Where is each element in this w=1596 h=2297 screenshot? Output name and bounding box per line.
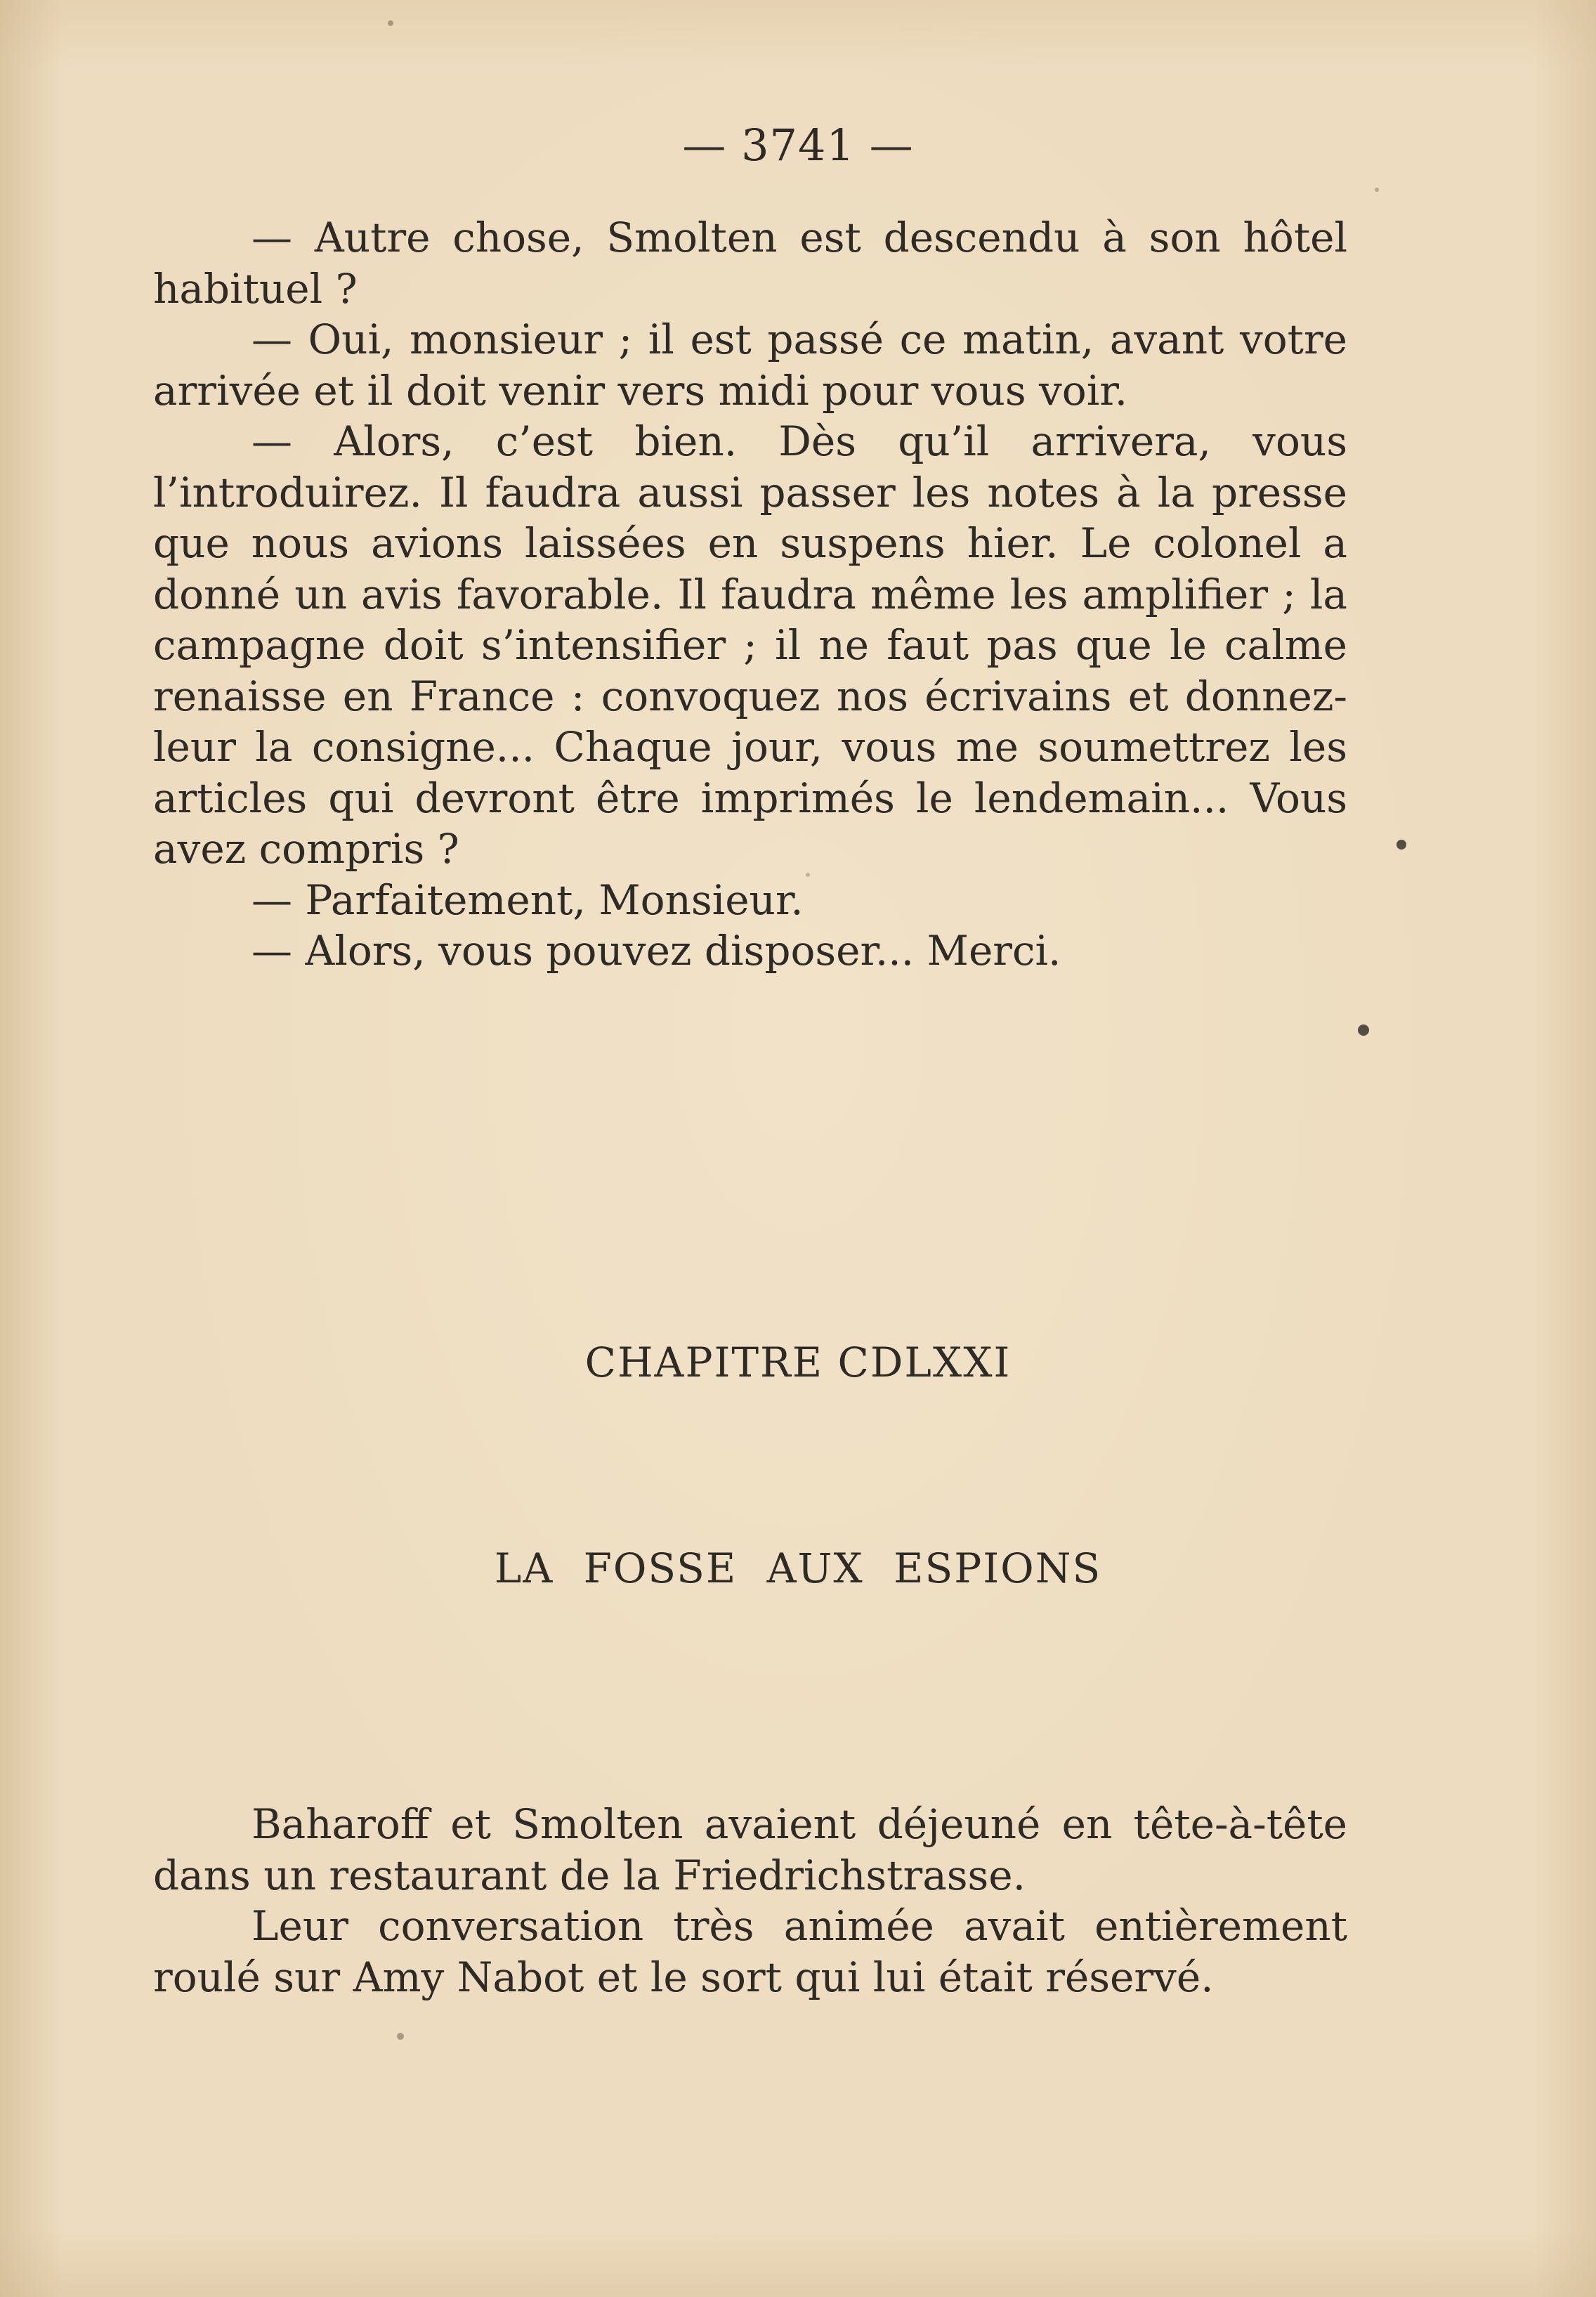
chapter-heading: CHAPITRE CDLXXI — [584, 1339, 1012, 1386]
dialogue-paragraph: — Oui, monsieur ; il est passé ce matin, avant votre arrivée et il doit venir vers midi pour vous voir. — [153, 315, 1347, 415]
narrative-section — [153, 1799, 1347, 2003]
dialogue-paragraph: — Autre chose, Smolten est descendu à son hôtel habituel ? — [153, 214, 1347, 313]
dialogue-paragraph: — Parfaitement, Monsieur. — [251, 876, 804, 924]
narrative-paragraph: Leur conversation très animée avait entièrement roulé sur Amy Nabot et le sort qui lui était réservé. — [153, 1902, 1347, 2001]
narrative-paragraph: Baharoff et Smolten avaient déjeuné en tête-à-tête dans un restaurant de la Friedrichstrasse. — [153, 1800, 1347, 1899]
chapter-title: LA FOSSE AUX ESPIONS — [494, 1544, 1102, 1592]
dialogue-paragraph: — Alors, vous pouvez disposer... Merci. — [251, 927, 1061, 975]
dialogue-section — [153, 212, 1347, 977]
page-number: — 3741 — — [682, 119, 914, 171]
dialogue-paragraph: — Alors, c’est bien. Dès qu’il arrivera, vous l’introduirez. Il faudra aussi passer les notes à la presse que nous avions laissées en suspens hier. Le colonel a donné un avis favorable. Il faudra même les amplifier ; la campagne doit s’intensifier ; il ne faut pas que le calme renaisse en France : convoquez nos écrivains et donnez-leur la consigne... Chaque jour, vous me soumettrez les articles qui devront être imprimés le lendemain... Vous avez compris ? — [153, 417, 1347, 873]
